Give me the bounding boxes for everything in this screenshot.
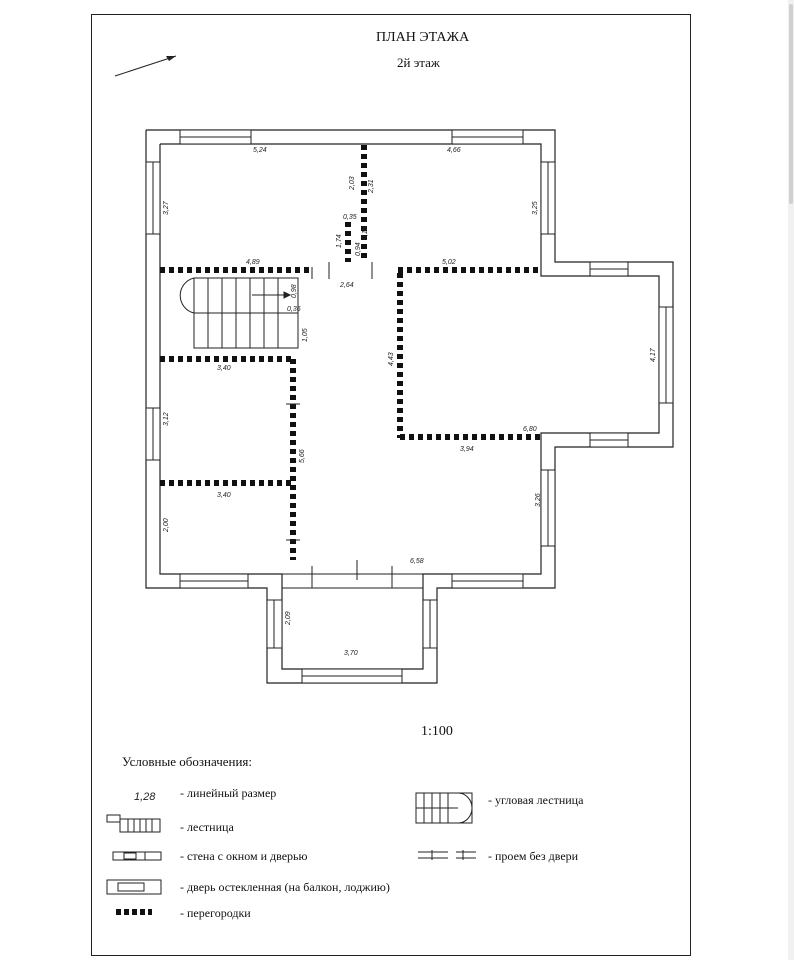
legend-label-opening: - проем без двери: [488, 849, 579, 863]
scrollbar-thumb[interactable]: [789, 4, 793, 204]
legend-label-corner-stair: - угловая лестница: [488, 793, 584, 807]
legend-label-partition: - перегородки: [180, 906, 251, 920]
legend-heading: Условные обозначения:: [122, 754, 253, 769]
dimension-label: 4,66: [447, 147, 461, 154]
stair-icon: [180, 278, 298, 348]
dimension-label: 3,94: [460, 446, 474, 453]
dimension-label: 3,25: [532, 201, 539, 215]
dimension-label: 2,00: [163, 518, 170, 532]
dimension-label: 5,66: [299, 449, 306, 463]
dimension-label: 4,43: [388, 352, 395, 366]
north-arrow-icon: [115, 56, 176, 76]
dimension-label: 3,12: [163, 412, 170, 426]
legend-label-stair: - лестница: [180, 820, 234, 834]
dimension-label: 2,31: [368, 179, 375, 193]
stair-icon: [107, 815, 160, 832]
dimension-label: 0,98: [291, 284, 298, 298]
legend-label-wall: - стена с окном и дверью: [180, 849, 308, 863]
dimension-label: 3,40: [217, 492, 231, 499]
dimension-label: 1,05: [302, 328, 309, 342]
dimension-label: 6,58: [410, 558, 424, 565]
legend-label-dimension: - линейный размер: [180, 786, 277, 800]
dimension-label: 2,64: [340, 282, 354, 289]
scale-label: 1:100: [421, 724, 453, 739]
windows: [146, 130, 673, 683]
dimension-label: 5,24: [253, 147, 267, 154]
dimension-label: 3,70: [344, 650, 358, 657]
dimension-label: 2,09: [285, 611, 292, 625]
legend-sample-dimension: 1,28: [134, 791, 156, 803]
doorless-opening-icon: [418, 850, 476, 860]
wall-window-door-icon: [113, 852, 161, 860]
exterior-walls: [146, 130, 673, 683]
dimension-label: 6,80: [523, 426, 537, 433]
dimension-label: 2,03: [349, 176, 356, 190]
dimension-label: 0,16: [362, 226, 369, 240]
dimension-label: 5,02: [442, 259, 456, 266]
glazed-door-icon: [107, 880, 161, 894]
dimension-label: 3,40: [217, 365, 231, 372]
dimension-label: 4,17: [650, 348, 657, 362]
dimension-label: 3,27: [163, 201, 170, 215]
dimension-label: 3,26: [535, 493, 542, 507]
dimension-label: 0,36: [287, 306, 301, 313]
dimension-label: 0,35: [343, 214, 357, 221]
dimension-label: 0,94: [355, 242, 362, 256]
plan-subtitle: 2й этаж: [397, 55, 440, 70]
vertical-scrollbar[interactable]: [788, 0, 794, 960]
legend-label-glazed-door: - дверь остекленная (на балкон, лоджию): [180, 880, 390, 894]
corner-stair-icon: [416, 793, 472, 823]
plan-title: ПЛАН ЭТАЖА: [376, 30, 470, 45]
dimension-label: 4,89: [246, 259, 260, 266]
dimension-label: 1,74: [336, 234, 343, 248]
